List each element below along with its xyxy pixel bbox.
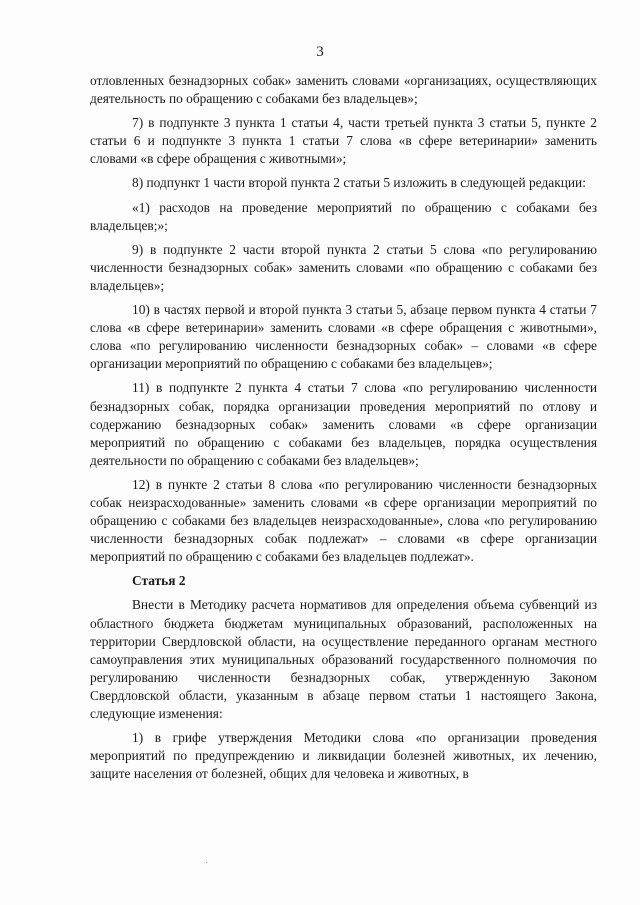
paragraph-item-8-text: «1) расходов на проведение мероприятий по обращению с собаками без владельцев;»;	[90, 199, 597, 233]
paragraph-continuation: отловленных безнадзорных собак» заменить словами «организациях, осуществляющих деятельность по обращению с собаками без владельцев»;	[90, 73, 597, 107]
paragraph-item-12: 12) в пункте 2 статьи 8 слова «по регулированию численности безнадзорных собак неизрасходованные» заменить словами «в сфере организации мероприятий по обращению с собаками без владельцев неизрасходованные», слова «по регулированию численности безнадзорных собак подлежат» – словами «в сфере организации мероприятий по обращению с собаками без владельцев подлежат».	[90, 476, 597, 565]
paragraph-item-8: 8) подпункт 1 части второй пункта 2 статьи 5 изложить в следующей редакции:	[132, 175, 586, 191]
article-heading: Статья 2	[132, 573, 186, 589]
paragraph-article-2-intro: Внести в Методику расчета нормативов для определения объема субвенций из областного бюджета бюджетам муниципальных образований, расположенных на территории Свердловской области, на осуществление переданного органам местного самоуправления этих муниципальных образований государственного полномочия по регулированию численности безнадзорных собак, утвержденную Законом Свердловской области, указанным в абзаце первом статьи 1 настоящего Закона, следующие изменения:	[90, 597, 597, 721]
paragraph-item-7: 7) в подпункте 3 пункта 1 статьи 4, части третьей пункта 3 статьи 5, пункте 2 статьи 6 и подпункте 3 пункта 1 статьи 7 слова «в сфере ветеринарии» заменить словами «в сфере обращения с животными»;	[90, 115, 597, 167]
paragraph-item-9: 9) в подпункте 2 части второй пункта 2 статьи 5 слова «по регулированию численности безнадзорных собак» заменить словами «по обращению с собаками без владельцев»;	[90, 241, 597, 293]
paragraph-item-10: 10) в частях первой и второй пункта 3 статьи 5, абзаце первом пункта 4 статьи 7 слова «в сфере ветеринарии» заменить словами «в сфере обращения с животными», слова «по регулированию численности безнадзорных собак» – словами «в сфере организации мероприятий по обращению с собаками без владельцев»;	[90, 302, 597, 372]
scan-speck	[206, 862, 207, 863]
page-number: 3	[316, 44, 324, 60]
paragraph-article-2-item-1: 1) в грифе утверждения Методики слова «по организации проведения мероприятий по предупреждению и ликвидации болезней животных, их лечению, защите населения от болезней, общих для человека и животных, в	[90, 730, 597, 782]
paragraph-item-11: 11) в подпункте 2 пункта 4 статьи 7 слова «по регулированию численности безнадзорных собак, порядка организации проведения мероприятий по отлову и содержанию безнадзорных собак» заменить словами «в сфере организации мероприятий по обращению с собаками без владельцев, порядка осуществления деятельности по обращению с собаками без владельцев»;	[90, 380, 597, 468]
document-body	[90, 72, 597, 789]
